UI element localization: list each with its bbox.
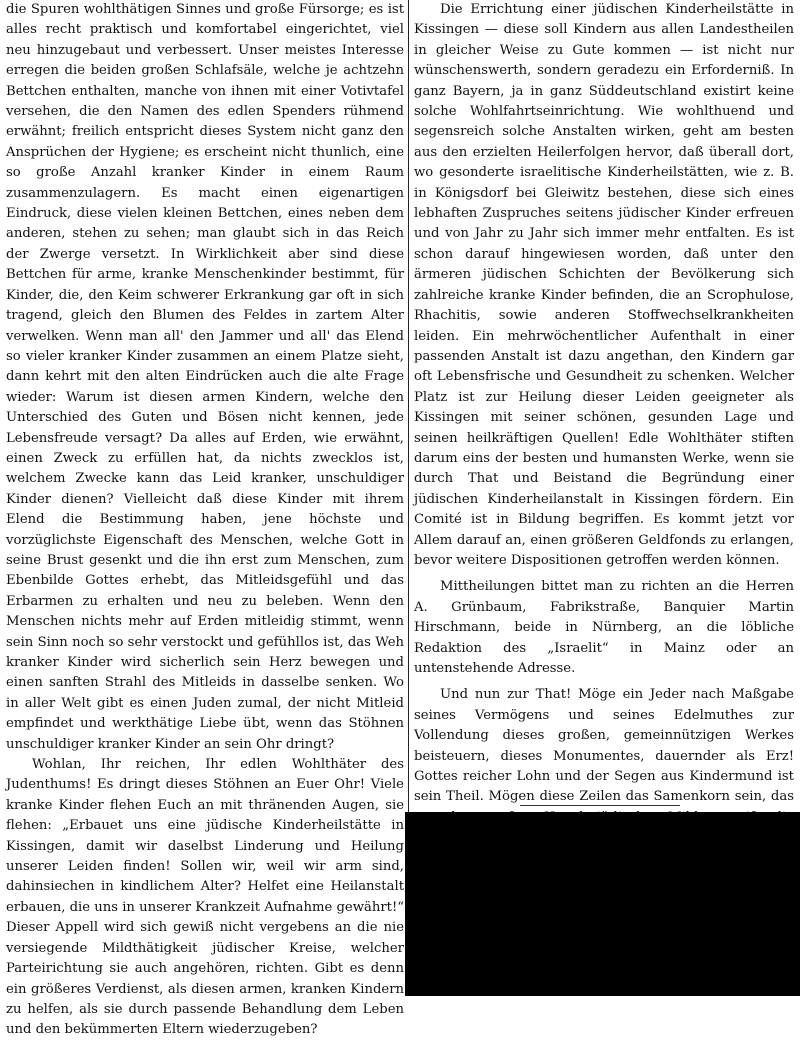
left-paragraph-2: Wohlan, Ihr reichen, Ihr edlen Wohlthäter des Judenthums! Es dringt dieses Stöhnen an Euer Ohr! Viele kranke Kinder flehen Euch an mit thränenden Augen, sie flehen: „Erbauet uns eine jüdische Kinderheilstätte in Kissingen, damit wir daselbst Linderung und Heilung unserer Leiden finden! Sollen wir, weil wir arm sind, dahinsiechen in kindlichem Alter? Helfet eine Heilanstalt erbauen, die uns in unserer Krankzeit Aufnahme gewährt!“ Dieser Appell wird sich gewiß nicht vergebens an die nie versiegende Mildthätigkeit jüdischer Kreise, welcher Parteirichtung sie auch angehören, richten. Gibt es denn ein größeres Verdienst, als diesen armen, kranken Kindern zu helfen, als sie durch passende Behandlung dem Leben und den bekümmerten Eltern wiederzugeben? bbox=[6, 757, 405, 1038]
right-paragraph-3: Und nun zur That! Möge ein Jeder nach Maßgabe seines Vermögens und seines Edelmuthes zur Vollendung dieses großen, gemeinnützigen Werkes beisteuern, dieses Monumentes, dauernder als Erz! Gottes reicher Lohn und der Segen aus Kindermund ist sein Theil. Mögen diese Zeilen das Samenkorn sein, das bbox=[414, 687, 794, 805]
blacked-out-area bbox=[405, 812, 800, 996]
left-paragraph-1: die Spuren wohlthätigen Sinnes und große Fürsorge; es ist alles recht praktisch und komfortabel eingerichtet, viel neu hinzugebaut und verbessert. Unser meistes Interesse erregen die beiden großen Schlafsäle, welche je achtzehn Bettchen enthalten, manche von ihnen mit einer Votivtafel versehen, die den Namen des edlen Spenders rühmend erwähnt; freilich entspricht dieses System nicht ganz den Ansprüchen der Hygiene; es erscheint nicht thunlich, eine so große Anzahl kranker Kinder in einem Raum zusammenzulagern. Es macht einen eigenartigen Eindruck, diese vielen kleinen Bettchen, eines neben dem anderen, stehen zu sehen; man glaubt sich in das Reich der Zwerge versetzt. In Wirklichkeit aber sind diese Bettchen für arme, kranke Menschenkinder bestimmt, für Kinder, die, den Keim schwerer Erkrankung gar oft in sich tragend, gleich den Blumen des Feldes in zartem Alter verwelken. Wenn man all' den Jammer und all' das Elend so vieler kranker Kinder zusammen an einem Platze sieht, dann kehrt mit den alten Eindrücken auch die alte Frage wieder: Warum ist diesen armen Kindern, welche den Unterschied des Guten und Bösen nicht kennen, jede Lebensfreude versagt? Da alles auf Erden, wie erwähnt, einen Zweck zu erfüllen hat, da nichts zwecklos ist, welchem Zwecke kann das Leid kranker, unschuldiger Kinder dienen? Vielleicht daß diese Kinder mit ihrem Elend die Bestimmung haben, jene höchste und vorzüglichste Eigenschaft des Menschen, welche Gott in seine Brust gesenkt und die ihn erst zum Menschen, zum Ebenbilde Gottes erhebt, das Mitleidsgefühl und das Erbarmen zu erhalten und neu zu beleben. Wenn den Menschen nichts mehr auf Erden mitleidig stimmt, wenn sein Sinn noch so sehr verstockt und gefühllos ist, das Weh kranker Kinder wird sicherlich sein Herz bewegen und einen sanften Strahl des Mitleids in dasselbe senken. Wo in aller Welt gibt es einen Juden zumal, der nicht Mitleid empfindet und werkthätige Liebe übt, wenn das Stöhnen unschuldiger kranker Kinder an sein Ohr dringt? bbox=[6, 2, 404, 752]
signature-rule bbox=[520, 805, 680, 806]
left-column bbox=[6, 0, 404, 1041]
right-column bbox=[414, 0, 794, 871]
right-paragraph-2: Mittheilungen bittet man zu richten an die Herren A. Grünbaum, Fabrikstraße, Banquier Martin Hirschmann, beide in Nürnberg, an die löbliche Redaktion des „Israelit“ in Mainz oder an untenstehende Adresse. bbox=[414, 579, 794, 676]
right-paragraph-1: Die Errichtung einer jüdischen Kinderheilstätte in Kissingen — diese soll Kindern aus allen Landestheilen in gleicher Weise zu Gute kommen — ist nicht nur wünschenswerth, sondern geradezu ein Erforderniß. In ganz Bayern, ja in ganz Süddeutschland existirt keine solche Wohlfahrtseinrichtung. Wie wohlthuend und segensreich solche Anstalten wirken, geht am besten aus den erzielten Heilerfolgen hervor, daß überall dort, wo gesonderte israelitische Kinderheilstätten, wie z. B. in Königsdorf bei Gleiwitz bestehen, diese sich eines lebhaften Zuspruches seitens jüdischer Kinder erfreuen und von Jahr zu Jahr sich immer mehr entfalten. Es ist schon darauf hingewiesen worden, daß unter den ärmeren jüdischen Schichten der Bevölkerung sich zahlreiche kranke Kinder befinden, die an Scrophulose, Rhachitis, sowie anderen Stoffwechselkrankheiten leiden. Ein mehrwöchentlicher Aufenthalt in einer passenden Anstalt ist dazu angethan, den Kindern gar oft Lebensfrische und Gesundheit zu schenken. Welcher Platz ist zur Heilung dieser Leiden geeigneter als Kissingen mit seiner schönen, gesunden Lage und seinen heilkräftigen Quellen! Edle Wohlthäter stiften darum eins der besten und humansten Werke, wenn sie durch That und Beistand die Begründung einer jüdischen Kinderheilanstalt in Kissingen fördern. Ein Comité ist in Bildung begriffen. Es kommt jetzt vor Allem darauf an, einen größeren Geldfonds zu erlangen, bevor weitere Dispositionen getroffen werden können. bbox=[414, 2, 794, 568]
